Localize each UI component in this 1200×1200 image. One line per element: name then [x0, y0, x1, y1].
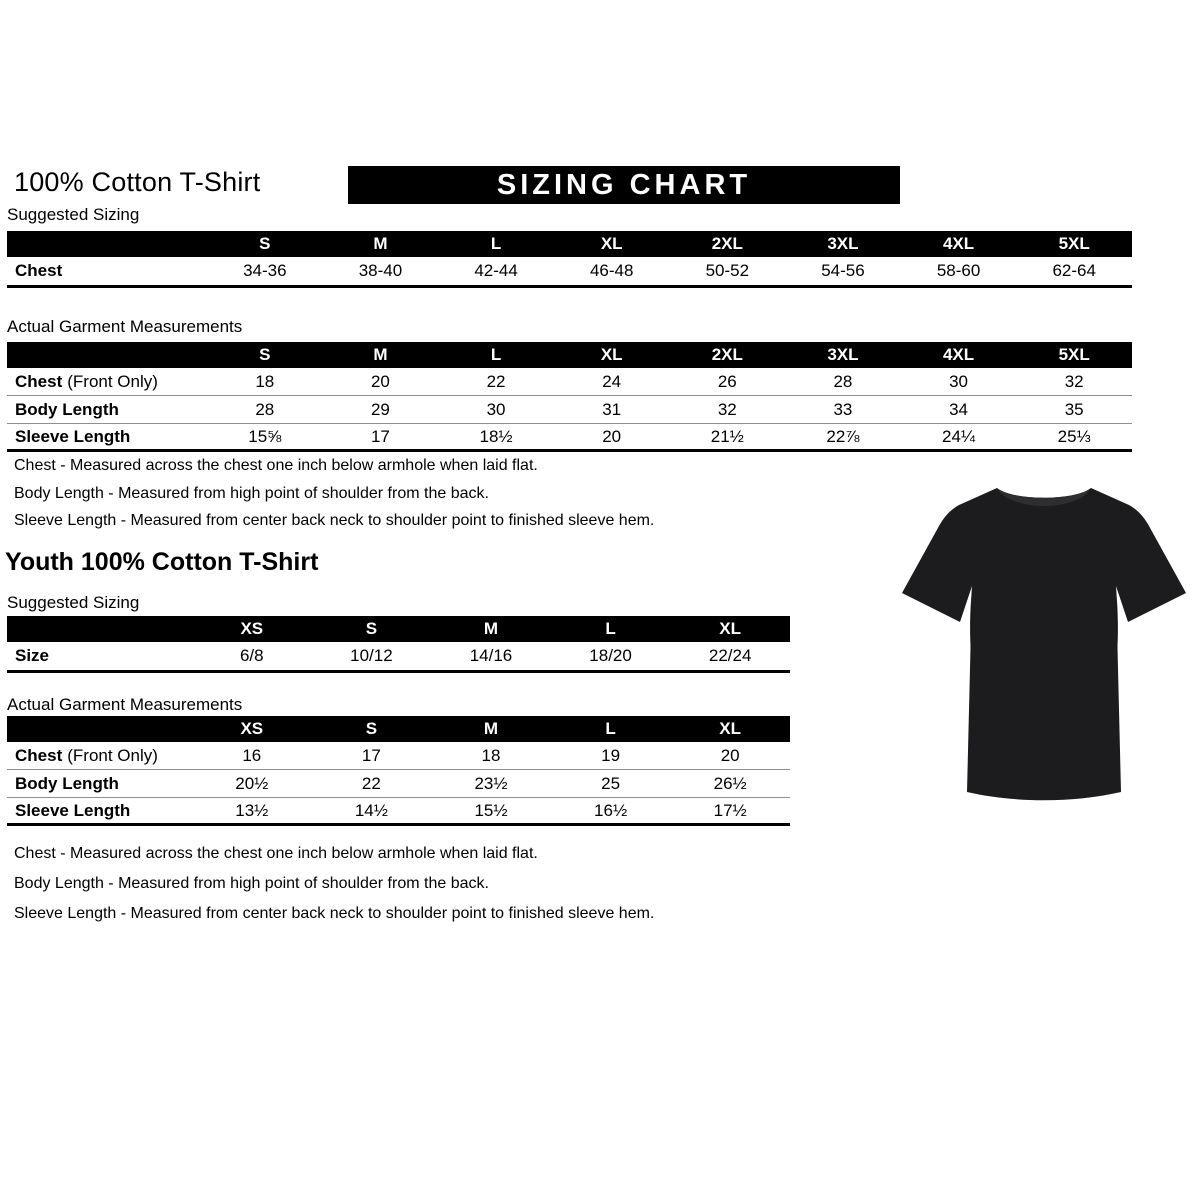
size-header: L	[605, 619, 616, 638]
size-header: XS	[240, 619, 264, 638]
cell: 30	[949, 371, 969, 391]
size-header: XL	[600, 234, 623, 253]
cell: 23½	[474, 773, 508, 793]
adult-suggested-table	[7, 231, 1132, 288]
note-sleeve-length: Sleeve Length - Measured from center back neck to shoulder point to finished sleeve hem.	[14, 512, 655, 529]
tshirt-image	[893, 474, 1195, 816]
row-label-cell	[7, 372, 207, 392]
size-header: M	[483, 619, 499, 638]
cell: 26½	[713, 773, 747, 793]
cell: 17	[370, 426, 390, 446]
table-row-size	[7, 642, 790, 673]
table-row-chest	[7, 257, 1132, 288]
adult-suggested-header-row	[7, 231, 1132, 257]
note-chest: Chest - Measured across the chest one inch below armhole when laid flat.	[14, 845, 538, 862]
cell: 62-64	[1052, 261, 1096, 280]
cell: 28	[833, 371, 853, 391]
cell: 58-60	[936, 261, 981, 280]
cell: 18/20	[589, 646, 632, 665]
row-label: Body Length	[15, 399, 119, 419]
cell: 25⅓	[1057, 426, 1091, 446]
row-label: Chest	[15, 745, 63, 765]
size-header: M	[483, 719, 499, 738]
cell: 50-52	[705, 261, 750, 280]
cell: 25	[601, 773, 621, 793]
cell: 26	[717, 371, 737, 391]
page-title: 100% Cotton T-Shirt	[14, 167, 261, 197]
size-header: M	[373, 234, 388, 253]
cell: 46-48	[589, 261, 634, 280]
cell: 16	[242, 745, 262, 765]
size-header: 2XL	[711, 345, 743, 364]
row-label-cell	[7, 427, 207, 447]
cell: 20½	[235, 773, 269, 793]
cell: 38-40	[358, 261, 403, 280]
size-header: 4XL	[942, 234, 975, 253]
adult-suggested-sizing-label: Suggested Sizing	[7, 205, 140, 224]
cell: 18	[255, 371, 275, 391]
cell: 22/24	[708, 646, 752, 665]
youth-title: Youth 100% Cotton T-Shirt	[5, 548, 319, 576]
size-header: S	[365, 719, 378, 738]
row-label: Sleeve Length	[15, 800, 131, 820]
cell: 20	[602, 426, 622, 446]
cell: 21½	[710, 426, 744, 446]
cell: 31	[602, 399, 622, 419]
adult-actual-measurements-label: Actual Garment Measurements	[7, 317, 243, 336]
tshirt-graphic-icon	[893, 474, 1195, 816]
cell: 22	[361, 773, 381, 793]
row-label-cell	[7, 261, 207, 281]
size-header: L	[490, 234, 502, 253]
cell: 24¼	[942, 426, 976, 446]
youth-actual-table	[7, 716, 790, 826]
youth-suggested-header-row	[7, 616, 790, 642]
row-label: Sleeve Length	[15, 426, 131, 446]
note-chest: Chest - Measured across the chest one inch below armhole when laid flat.	[14, 457, 538, 474]
cell: 18½	[479, 426, 513, 446]
row-label: Size	[15, 646, 50, 665]
size-header: XS	[240, 719, 264, 738]
size-header: L	[605, 719, 616, 738]
cell: 14/16	[469, 646, 513, 665]
size-header: 5XL	[1058, 234, 1090, 253]
cell: 14½	[354, 800, 388, 820]
size-header: XL	[719, 619, 742, 638]
size-header: S	[259, 234, 271, 253]
cell: 17½	[713, 800, 747, 820]
size-header: 5XL	[1058, 345, 1090, 364]
size-header: M	[373, 345, 388, 364]
cell: 6/8	[239, 646, 264, 665]
note-body-length: Body Length - Measured from high point of shoulder from the back.	[14, 485, 489, 502]
size-header: 4XL	[942, 345, 975, 364]
cell: 20	[370, 371, 390, 391]
youth-suggested-table	[7, 616, 790, 673]
table-row-sleeve-length	[7, 424, 1132, 452]
row-label: Body Length	[15, 773, 119, 793]
size-header: XL	[719, 719, 742, 738]
row-label-note: (Front Only)	[67, 371, 158, 391]
table-row-body-length	[7, 396, 1132, 424]
size-header: 3XL	[827, 345, 859, 364]
youth-suggested-sizing-label: Suggested Sizing	[7, 593, 140, 612]
cell: 35	[1064, 399, 1084, 419]
note-sleeve-length: Sleeve Length - Measured from center back neck to shoulder point to finished sleeve hem.	[14, 905, 655, 922]
cell: 15½	[474, 800, 508, 820]
row-label-note: (Front Only)	[67, 745, 158, 765]
row-label-cell	[7, 801, 192, 821]
size-header: S	[259, 345, 271, 364]
cell: 28	[255, 399, 275, 419]
table-row-body-length	[7, 770, 790, 798]
cell: 15⅝	[248, 426, 282, 446]
cell: 16½	[594, 800, 628, 820]
sizing-chart-banner	[348, 166, 900, 204]
size-header: 3XL	[827, 234, 859, 253]
table-row-chest	[7, 368, 1132, 396]
cell: 29	[370, 399, 390, 419]
cell: 22	[486, 371, 506, 391]
cell: 19	[601, 745, 621, 765]
cell: 33	[833, 399, 853, 419]
row-label-cell	[7, 746, 192, 766]
cell: 10/12	[350, 646, 393, 665]
cell: 54-56	[821, 261, 865, 280]
row-label: Chest	[15, 261, 63, 280]
cell: 18	[481, 745, 501, 765]
cell: 22⅞	[826, 426, 860, 446]
cell: 42-44	[474, 261, 518, 280]
banner-text: SIZING CHART	[496, 168, 752, 201]
cell: 34	[949, 399, 969, 419]
table-row-sleeve-length	[7, 798, 790, 826]
row-label-cell	[7, 646, 192, 666]
row-label-cell	[7, 400, 207, 420]
row-label: Chest	[15, 371, 63, 391]
cell: 20	[720, 745, 740, 765]
cell: 24	[602, 371, 622, 391]
size-header: 2XL	[711, 234, 743, 253]
cell: 17	[361, 745, 381, 765]
adult-actual-header-row	[7, 342, 1132, 368]
youth-actual-measurements-label: Actual Garment Measurements	[7, 695, 243, 714]
row-label-cell	[7, 774, 192, 794]
size-header: L	[490, 345, 502, 364]
size-header: XL	[600, 345, 623, 364]
table-row-chest	[7, 742, 790, 770]
cell: 34-36	[243, 261, 287, 280]
youth-actual-header-row	[7, 716, 790, 742]
cell: 30	[486, 399, 506, 419]
adult-actual-table	[7, 342, 1132, 452]
cell: 32	[1064, 371, 1084, 391]
size-header: S	[365, 619, 378, 638]
cell: 32	[717, 399, 737, 419]
cell: 13½	[235, 800, 269, 820]
note-body-length: Body Length - Measured from high point of shoulder from the back.	[14, 875, 489, 892]
